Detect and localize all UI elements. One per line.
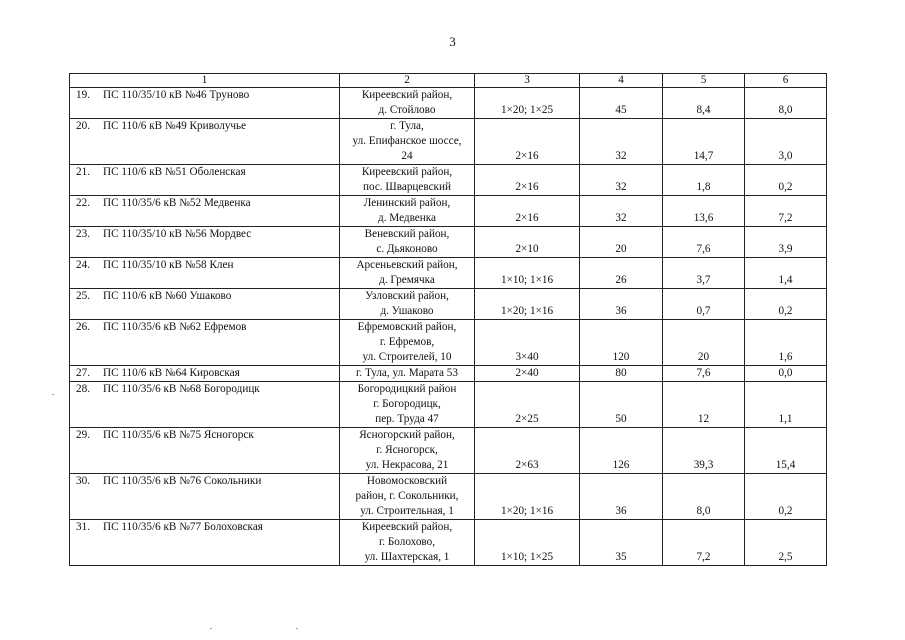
capacity-cell: 120 <box>580 320 663 366</box>
load-cell: 7,6 <box>663 227 745 258</box>
table-row <box>70 165 827 196</box>
transformers-cell: 2×10 <box>475 227 580 258</box>
location-line: Веневский район, <box>364 228 450 240</box>
substation-name-cell <box>70 258 340 289</box>
row-number: 20. <box>76 120 90 132</box>
table-row <box>70 227 827 258</box>
location-line: 24 <box>401 150 413 162</box>
table-row <box>70 382 827 428</box>
location-line: Новомосковский <box>366 475 448 487</box>
reserve-cell: 8,0 <box>745 88 827 119</box>
row-number: 23. <box>76 228 90 240</box>
column-header: 6 <box>745 74 827 88</box>
location-line: г. Болохово, <box>378 536 436 548</box>
substation-name: ПС 110/6 кВ №64 Кировская <box>103 367 240 379</box>
substation-name-cell <box>70 382 340 428</box>
location-line: д. Гремячка <box>379 274 435 286</box>
capacity-cell: 32 <box>580 196 663 227</box>
load-cell: 14,7 <box>663 119 745 165</box>
row-number: 27. <box>76 367 90 379</box>
table-row <box>70 196 827 227</box>
location-cell <box>340 258 475 289</box>
transformers-cell: 2×16 <box>475 196 580 227</box>
substation-name: ПС 110/35/6 кВ №62 Ефремов <box>103 321 247 333</box>
row-number: 19. <box>76 89 90 101</box>
substation-name-cell <box>70 165 340 196</box>
load-cell: 8,0 <box>663 474 745 520</box>
reserve-cell: 0,2 <box>745 289 827 320</box>
substation-name: ПС 110/6 кВ №60 Ушаково <box>103 290 232 302</box>
location-line: ул. Строителей, 10 <box>362 351 452 363</box>
capacity-cell: 126 <box>580 428 663 474</box>
load-cell: 20 <box>663 320 745 366</box>
table-row <box>70 119 827 165</box>
transformers-cell: 1×20; 1×16 <box>475 289 580 320</box>
substation-name: ПС 110/35/10 кВ №46 Труново <box>103 89 250 101</box>
location-line: г. Тула, <box>390 120 424 132</box>
load-cell: 13,6 <box>663 196 745 227</box>
location-line: ул. Шахтерская, 1 <box>364 551 450 563</box>
capacity-cell: 36 <box>580 474 663 520</box>
capacity-cell: 80 <box>580 366 663 382</box>
substation-name: ПС 110/35/6 кВ №52 Медвенка <box>103 197 251 209</box>
row-number: 24. <box>76 259 90 271</box>
capacity-cell: 50 <box>580 382 663 428</box>
location-line: район, г. Сокольники, <box>355 490 459 502</box>
column-header: 3 <box>475 74 580 88</box>
row-number: 25. <box>76 290 90 302</box>
row-number: 29. <box>76 429 90 441</box>
row-number: 28. <box>76 383 90 395</box>
location-line: д. Стойлово <box>378 104 436 116</box>
scan-speck <box>296 628 298 629</box>
location-line: Киреевский район, <box>361 166 453 178</box>
substation-name: ПС 110/35/6 кВ №77 Болоховская <box>103 521 263 533</box>
capacity-cell: 36 <box>580 289 663 320</box>
reserve-cell: 0,0 <box>745 366 827 382</box>
location-line: с. Дьяконово <box>376 243 438 255</box>
substation-name: ПС 110/35/10 кВ №58 Клен <box>103 259 234 271</box>
substation-name: ПС 110/35/10 кВ №56 Мордвес <box>103 228 252 240</box>
row-number: 26. <box>76 321 90 333</box>
capacity-cell: 45 <box>580 88 663 119</box>
column-header: 4 <box>580 74 663 88</box>
scan-speck <box>52 394 54 395</box>
transformers-cell: 2×16 <box>475 165 580 196</box>
substation-name-cell <box>70 428 340 474</box>
substation-table <box>69 73 827 566</box>
substation-name-cell <box>70 227 340 258</box>
substation-name-cell <box>70 289 340 320</box>
row-number: 22. <box>76 197 90 209</box>
load-cell: 8,4 <box>663 88 745 119</box>
row-number: 30. <box>76 475 90 487</box>
capacity-cell: 20 <box>580 227 663 258</box>
reserve-cell: 7,2 <box>745 196 827 227</box>
location-line: ул. Некрасова, 21 <box>365 459 449 471</box>
load-cell: 39,3 <box>663 428 745 474</box>
column-header: 1 <box>70 74 340 88</box>
load-cell: 0,7 <box>663 289 745 320</box>
location-line: Ефремовский район, <box>357 321 457 333</box>
reserve-cell: 1,4 <box>745 258 827 289</box>
substation-name-cell <box>70 520 340 566</box>
transformers-cell: 1×20; 1×16 <box>475 474 580 520</box>
location-cell <box>340 289 475 320</box>
column-header: 5 <box>663 74 745 88</box>
substation-name: ПС 110/35/6 кВ №76 Сокольники <box>103 475 262 487</box>
reserve-cell: 15,4 <box>745 428 827 474</box>
location-line: д. Ушаково <box>380 305 434 317</box>
location-cell <box>340 474 475 520</box>
table-row <box>70 428 827 474</box>
location-line: Узловский район, <box>365 290 449 302</box>
location-line: д. Медвенка <box>378 212 436 224</box>
location-line: Богородицкий район <box>357 383 457 395</box>
table-row <box>70 88 827 119</box>
location-line: пос. Шварцевский <box>363 181 451 193</box>
location-cell <box>340 382 475 428</box>
reserve-cell: 0,2 <box>745 165 827 196</box>
transformers-cell: 1×20; 1×25 <box>475 88 580 119</box>
load-cell: 7,6 <box>663 366 745 382</box>
transformers-cell: 2×25 <box>475 382 580 428</box>
reserve-cell: 1,6 <box>745 320 827 366</box>
transformers-cell: 3×40 <box>475 320 580 366</box>
location-cell <box>340 88 475 119</box>
substation-name: ПС 110/35/6 кВ №68 Богородицк <box>103 383 260 395</box>
row-number: 31. <box>76 521 90 533</box>
substation-name-cell <box>70 88 340 119</box>
scan-speck <box>210 628 212 629</box>
transformers-cell: 1×10; 1×25 <box>475 520 580 566</box>
location-cell <box>340 366 475 382</box>
transformers-cell: 2×63 <box>475 428 580 474</box>
capacity-cell: 32 <box>580 165 663 196</box>
substation-name-cell <box>70 196 340 227</box>
reserve-cell: 1,1 <box>745 382 827 428</box>
substation-name-cell <box>70 320 340 366</box>
location-line: пер. Труда 47 <box>375 413 439 425</box>
load-cell: 3,7 <box>663 258 745 289</box>
location-line: Ясногорский район, <box>359 429 455 441</box>
location-cell <box>340 119 475 165</box>
load-cell: 12 <box>663 382 745 428</box>
table-row <box>70 520 827 566</box>
location-line: г. Богородицк, <box>373 398 441 410</box>
location-line: г. Ясногорск, <box>376 444 438 456</box>
table-row <box>70 320 827 366</box>
table-row <box>70 366 827 382</box>
location-cell <box>340 520 475 566</box>
capacity-cell: 35 <box>580 520 663 566</box>
table-body <box>70 74 827 566</box>
load-cell: 7,2 <box>663 520 745 566</box>
substation-name: ПС 110/35/6 кВ №75 Ясногорск <box>103 429 254 441</box>
reserve-cell: 0,2 <box>745 474 827 520</box>
table-header-row <box>70 74 827 88</box>
table-row <box>70 289 827 320</box>
column-header: 2 <box>340 74 475 88</box>
location-cell <box>340 428 475 474</box>
page-number: 3 <box>449 34 456 49</box>
location-cell <box>340 165 475 196</box>
location-line: г. Тула, ул. Марата 53 <box>356 367 458 379</box>
capacity-cell: 32 <box>580 119 663 165</box>
substation-name-cell <box>70 366 340 382</box>
reserve-cell: 3,9 <box>745 227 827 258</box>
reserve-cell: 2,5 <box>745 520 827 566</box>
substation-name: ПС 110/6 кВ №49 Криволучье <box>103 120 247 132</box>
row-number: 21. <box>76 166 90 178</box>
location-cell <box>340 320 475 366</box>
substation-name: ПС 110/6 кВ №51 Оболенская <box>103 166 246 178</box>
location-line: Киреевский район, <box>361 521 453 533</box>
location-line: ул. Епифанское шоссе, <box>352 135 462 147</box>
location-line: Киреевский район, <box>361 89 453 101</box>
table-row <box>70 474 827 520</box>
load-cell: 1,8 <box>663 165 745 196</box>
location-line: г. Ефремов, <box>379 336 435 348</box>
location-line: Ленинский район, <box>363 197 451 209</box>
transformers-cell: 2×40 <box>475 366 580 382</box>
location-line: Арсеньевский район, <box>356 259 458 271</box>
table-row <box>70 258 827 289</box>
transformers-cell: 2×16 <box>475 119 580 165</box>
location-cell <box>340 227 475 258</box>
transformers-cell: 1×10; 1×16 <box>475 258 580 289</box>
location-cell <box>340 196 475 227</box>
location-line: ул. Строительная, 1 <box>360 505 454 517</box>
substation-name-cell <box>70 119 340 165</box>
substation-name-cell <box>70 474 340 520</box>
reserve-cell: 3,0 <box>745 119 827 165</box>
capacity-cell: 26 <box>580 258 663 289</box>
